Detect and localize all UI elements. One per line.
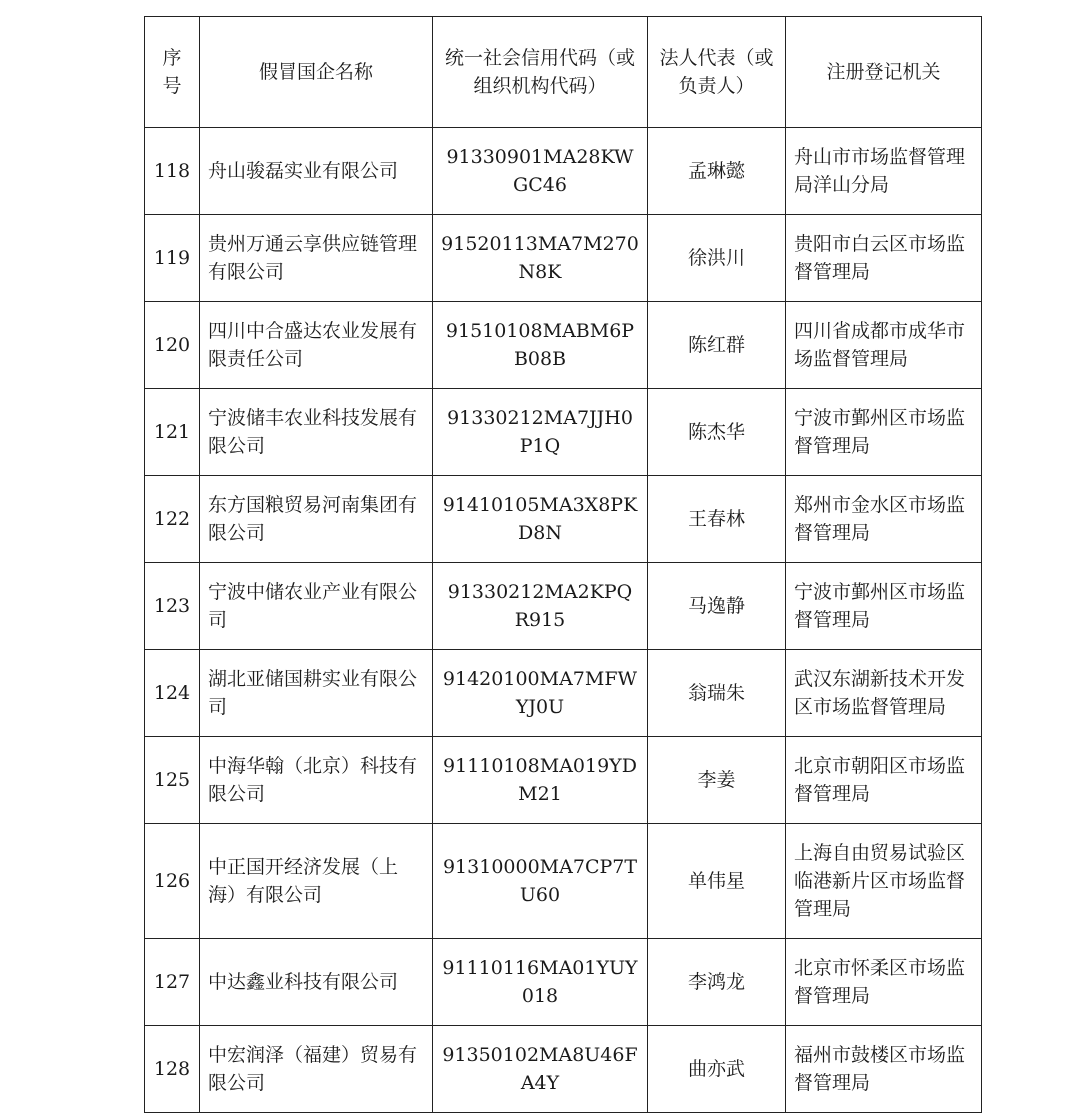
cell-seq: 122 — [145, 476, 200, 563]
cell-company-name: 中正国开经济发展（上海）有限公司 — [200, 824, 433, 939]
cell-credit-code: 91420100MA7MFWYJ0U — [433, 650, 648, 737]
cell-company-name: 贵州万通云享供应链管理有限公司 — [200, 215, 433, 302]
cell-seq: 121 — [145, 389, 200, 476]
cell-registration-authority: 郑州市金水区市场监督管理局 — [786, 476, 982, 563]
table-row — [145, 939, 982, 1026]
table-row — [145, 389, 982, 476]
cell-company-name: 湖北亚储国耕实业有限公司 — [200, 650, 433, 737]
header-seq: 序号 — [145, 17, 200, 128]
cell-registration-authority: 舟山市市场监督管理局洋山分局 — [786, 128, 982, 215]
cell-legal-rep: 翁瑞朱 — [648, 650, 786, 737]
table-row — [145, 824, 982, 939]
cell-registration-authority: 贵阳市白云区市场监督管理局 — [786, 215, 982, 302]
cell-legal-rep: 陈红群 — [648, 302, 786, 389]
cell-registration-authority: 武汉东湖新技术开发区市场监督管理局 — [786, 650, 982, 737]
table-row — [145, 302, 982, 389]
cell-legal-rep: 马逸静 — [648, 563, 786, 650]
cell-company-name: 舟山骏磊实业有限公司 — [200, 128, 433, 215]
cell-registration-authority: 四川省成都市成华市场监督管理局 — [786, 302, 982, 389]
cell-company-name: 宁波储丰农业科技发展有限公司 — [200, 389, 433, 476]
cell-registration-authority: 宁波市鄞州区市场监督管理局 — [786, 563, 982, 650]
cell-credit-code: 91330212MA7JJH0P1Q — [433, 389, 648, 476]
cell-seq: 119 — [145, 215, 200, 302]
cell-credit-code: 91310000MA7CP7TU60 — [433, 824, 648, 939]
header-credit-code: 统一社会信用代码（或组织机构代码） — [433, 17, 648, 128]
cell-company-name: 宁波中储农业产业有限公司 — [200, 563, 433, 650]
table-row — [145, 737, 982, 824]
cell-company-name: 中宏润泽（福建）贸易有限公司 — [200, 1026, 433, 1113]
cell-credit-code: 91330212MA2KPQR915 — [433, 563, 648, 650]
table-row — [145, 476, 982, 563]
header-company-name: 假冒国企名称 — [200, 17, 433, 128]
table-row — [145, 215, 982, 302]
cell-seq: 123 — [145, 563, 200, 650]
table-row — [145, 128, 982, 215]
cell-legal-rep: 李姜 — [648, 737, 786, 824]
cell-registration-authority: 上海自由贸易试验区临港新片区市场监督管理局 — [786, 824, 982, 939]
cell-company-name: 东方国粮贸易河南集团有限公司 — [200, 476, 433, 563]
table-row — [145, 563, 982, 650]
cell-registration-authority: 福州市鼓楼区市场监督管理局 — [786, 1026, 982, 1113]
cell-legal-rep: 王春林 — [648, 476, 786, 563]
cell-legal-rep: 李鸿龙 — [648, 939, 786, 1026]
counterfeit-soe-table — [144, 16, 982, 1113]
table-header — [145, 17, 982, 128]
header-row — [145, 17, 982, 128]
table-row — [145, 650, 982, 737]
cell-company-name: 四川中合盛达农业发展有限责任公司 — [200, 302, 433, 389]
cell-credit-code: 91520113MA7M270N8K — [433, 215, 648, 302]
cell-seq: 120 — [145, 302, 200, 389]
cell-seq: 125 — [145, 737, 200, 824]
cell-seq: 118 — [145, 128, 200, 215]
cell-legal-rep: 陈杰华 — [648, 389, 786, 476]
cell-credit-code: 91410105MA3X8PKD8N — [433, 476, 648, 563]
cell-credit-code: 91110108MA019YDM21 — [433, 737, 648, 824]
table-row — [145, 1026, 982, 1113]
cell-seq: 124 — [145, 650, 200, 737]
cell-legal-rep: 徐洪川 — [648, 215, 786, 302]
cell-company-name: 中达鑫业科技有限公司 — [200, 939, 433, 1026]
cell-legal-rep: 曲亦武 — [648, 1026, 786, 1113]
cell-legal-rep: 孟琳懿 — [648, 128, 786, 215]
header-registration-authority: 注册登记机关 — [786, 17, 982, 128]
cell-registration-authority: 北京市怀柔区市场监督管理局 — [786, 939, 982, 1026]
cell-credit-code: 91510108MABM6PB08B — [433, 302, 648, 389]
cell-credit-code: 91330901MA28KWGC46 — [433, 128, 648, 215]
cell-legal-rep: 单伟星 — [648, 824, 786, 939]
cell-seq: 127 — [145, 939, 200, 1026]
cell-seq: 128 — [145, 1026, 200, 1113]
table-body — [145, 128, 982, 1113]
header-legal-rep: 法人代表（或负责人） — [648, 17, 786, 128]
cell-credit-code: 91350102MA8U46FA4Y — [433, 1026, 648, 1113]
cell-credit-code: 91110116MA01YUY018 — [433, 939, 648, 1026]
cell-company-name: 中海华翰（北京）科技有限公司 — [200, 737, 433, 824]
cell-registration-authority: 北京市朝阳区市场监督管理局 — [786, 737, 982, 824]
cell-seq: 126 — [145, 824, 200, 939]
cell-registration-authority: 宁波市鄞州区市场监督管理局 — [786, 389, 982, 476]
